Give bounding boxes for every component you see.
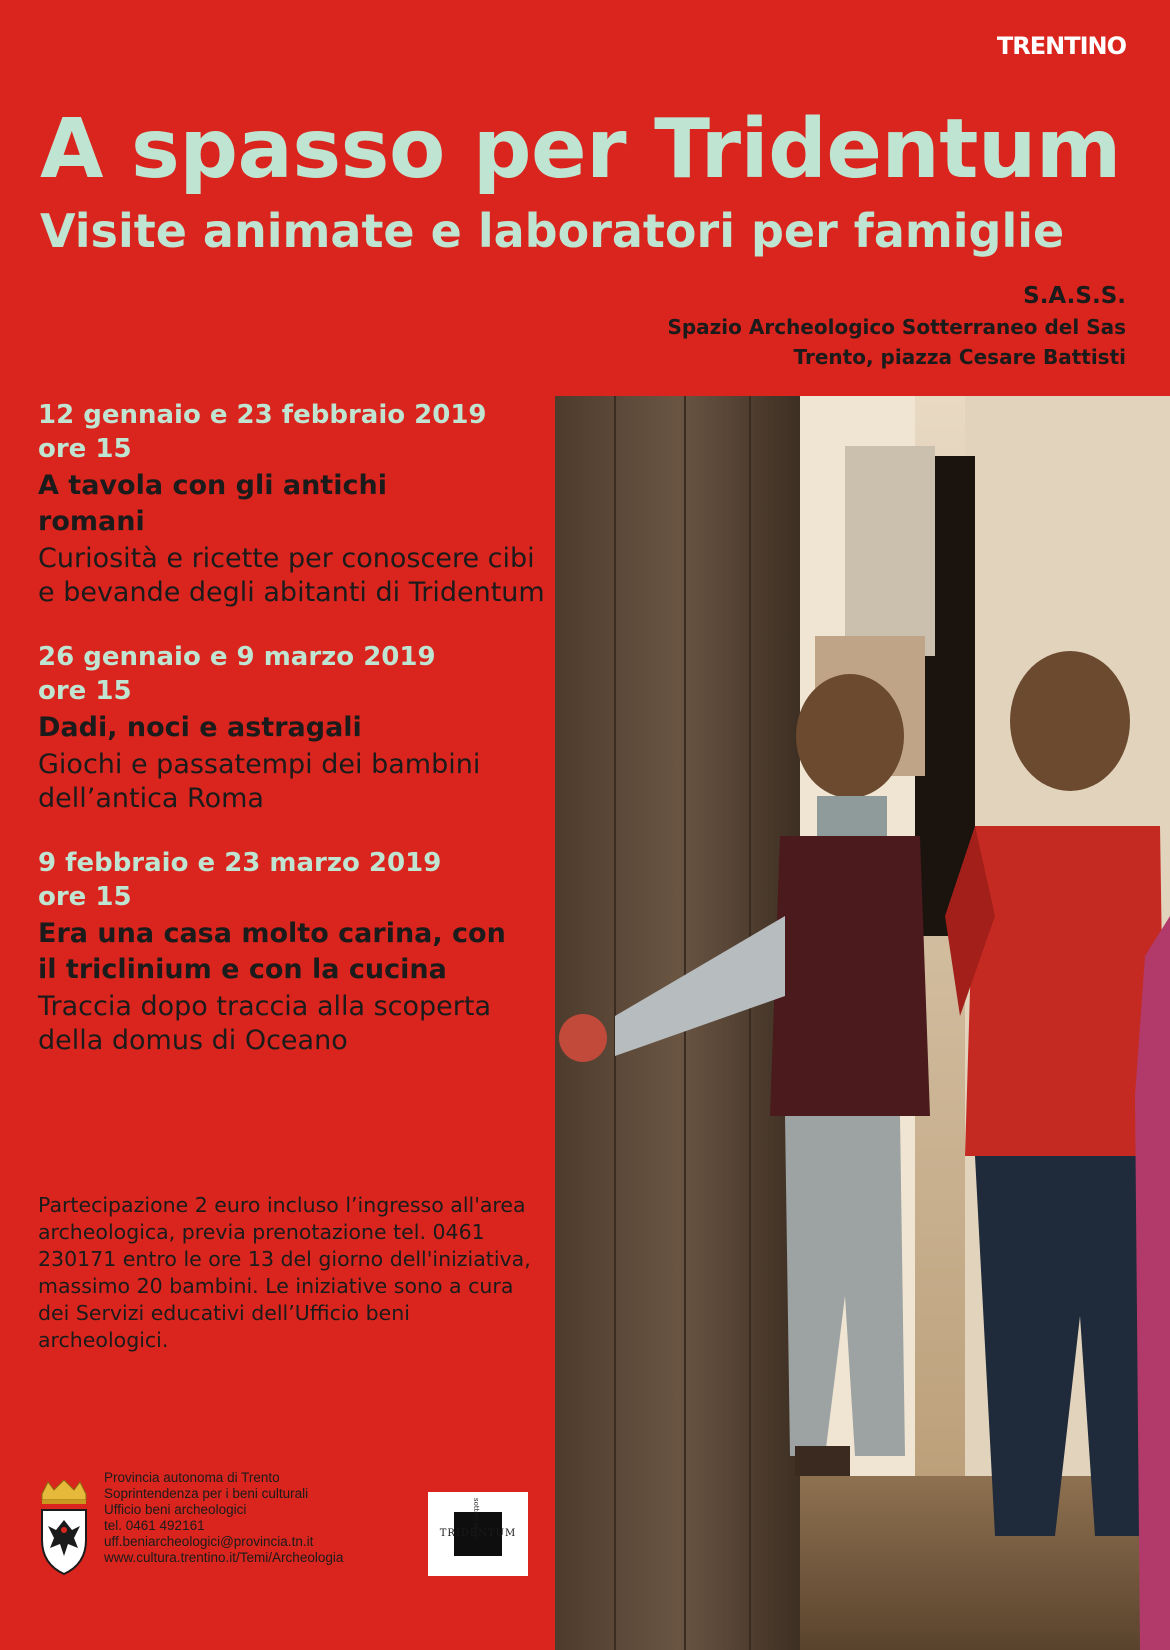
venue-name: S.A.S.S.	[1023, 283, 1126, 309]
event-date: 9 febbraio e 23 marzo 2019	[38, 848, 442, 878]
event-date: 12 gennaio e 23 febbraio 2019	[38, 400, 487, 430]
agency-line: Ufficio beni archeologici	[104, 1502, 247, 1517]
edge-figure	[1135, 916, 1170, 1650]
agency-line: Provincia autonoma di Trento	[104, 1470, 280, 1485]
event-time: ore 15	[38, 434, 132, 464]
child-left-sweater	[770, 836, 930, 1116]
child-right-sweater	[965, 826, 1165, 1156]
child-left-collar	[817, 796, 887, 836]
coat-of-arms-icon	[36, 1480, 92, 1584]
event-item	[38, 398, 548, 610]
event-title: A tavola con gli antichi romani	[38, 470, 387, 537]
agency-contacts	[104, 1470, 343, 1566]
event-time: ore 15	[38, 882, 132, 912]
trentino-logo: TRENTINO	[996, 32, 1126, 60]
event-date: 26 gennaio e 9 marzo 2019	[38, 642, 436, 672]
logo-text: TRIDENTUM	[439, 1528, 517, 1539]
agency-website[interactable]: www.cultura.trentino.it/Temi/Archeologia	[104, 1550, 344, 1565]
event-list	[38, 398, 548, 1088]
agency-line: Soprintendenza per i beni culturali	[104, 1486, 309, 1501]
stone-stele	[845, 446, 935, 656]
child-right-head	[1010, 651, 1130, 791]
event-title: Era una casa molto carina, con il triclinium e con la cucina	[38, 918, 506, 985]
tridentum-logo	[428, 1492, 528, 1576]
event-description: Giochi e passatempi dei bambini dell’antica Roma	[38, 749, 481, 814]
event-description: Curiosità e ricette per conoscere cibi e bevande degli abitanti di Tridentum	[38, 543, 545, 608]
event-title: Dadi, noci e astragali	[38, 712, 362, 743]
children-photo	[555, 396, 1170, 1650]
participation-info: Partecipazione 2 euro incluso l’ingresso all'area archeologica, previa prenotazione tel. 0461 230171 entro le ore 13 del giorno dell'iniziativa, massimo 20 bambini. Le iniziative sono a cura dei Servizi educativi dell’Ufficio beni archeologici.	[38, 1193, 531, 1352]
poster-title: A spasso per Tridentum	[40, 102, 1121, 197]
event-description: Traccia dopo traccia alla scoperta della domus di Oceano	[38, 991, 492, 1056]
event-item	[38, 640, 548, 816]
event-item	[38, 846, 548, 1058]
poster-subtitle: Visite animate e laboratori per famiglie	[40, 204, 1065, 258]
agency-phone: tel. 0461 492161	[104, 1518, 205, 1533]
footer	[36, 1470, 546, 1600]
child-left-head	[796, 674, 904, 798]
event-time: ore 15	[38, 676, 132, 706]
venue-full-name: Spazio Archeologico Sotterraneo del Sas	[667, 315, 1126, 339]
logo-vertical-text: sotterranea	[472, 1498, 480, 1540]
venue-address: Trento, piazza Cesare Battisti	[793, 345, 1126, 369]
agency-email[interactable]: uff.beniarcheologici@provincia.tn.it	[104, 1534, 314, 1549]
venue-block	[667, 280, 1126, 372]
child-left-hand	[559, 1014, 607, 1062]
